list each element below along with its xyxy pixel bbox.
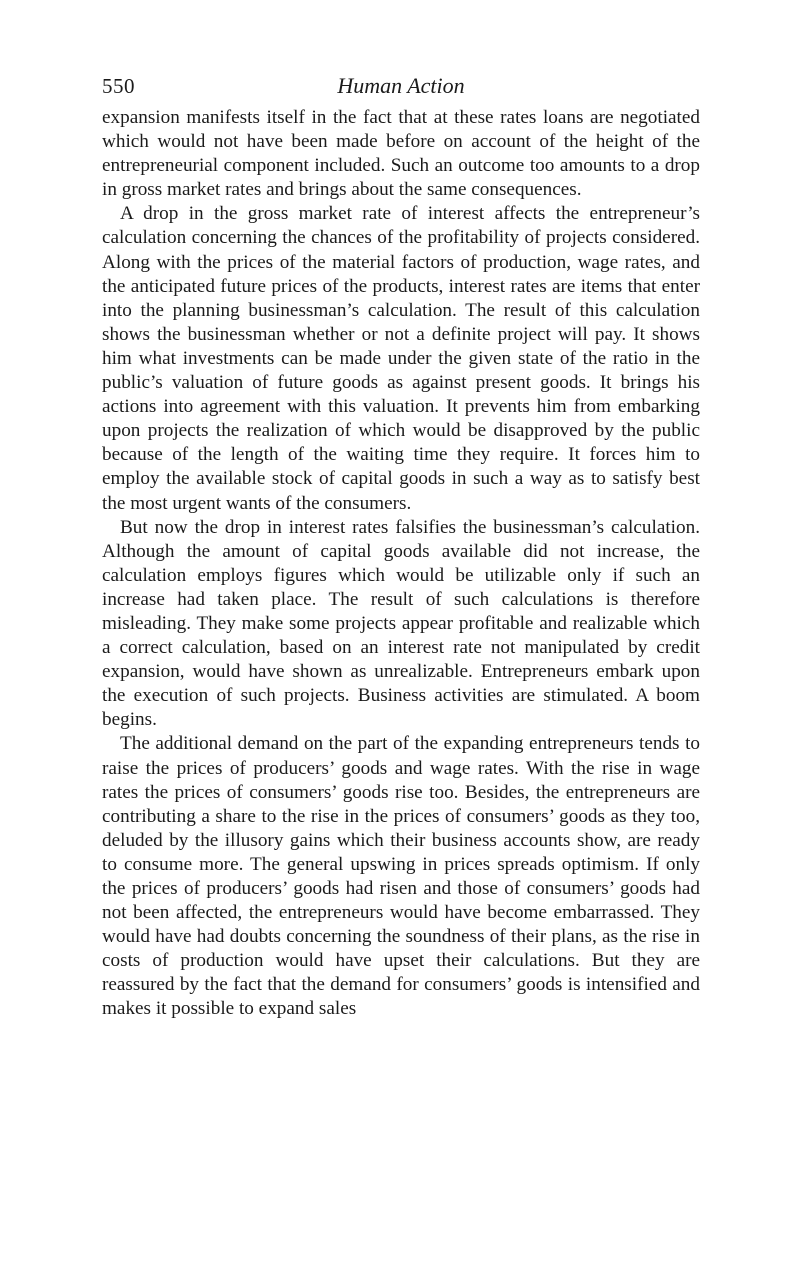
- body-text: [102, 106, 700, 1022]
- page-number: 550: [102, 74, 135, 98]
- book-title: Human Action: [337, 73, 465, 98]
- running-head: [102, 66, 700, 106]
- book-page: [102, 66, 700, 1022]
- paragraph-gross-market-rate: A drop in the gross market rate of interest affects the entrepreneur’s calculation concerning the chances of the profitability of projects considered. Along with the prices of the material factors of production, wage rates, and the anticipated future prices of the products, interest rates are items that enter into the planning businessman’s calculation. The result of this calculation shows the businessman whether or not a definite project will pay. It shows him what investments can be made under the given state of the ratio in the public’s valuation of future goods as against present goods. It brings his actions into agreement with this valuation. It prevents him from embarking upon projects the realization of which would be disapproved by the public because of the length of the waiting time they require. It forces him to employ the available stock of capital goods in such a way as to satisfy best the most urgent wants of the consumers.: [102, 203, 700, 514]
- paragraph-falsified-calculation: But now the drop in interest rates falsifies the businessman’s calculation. Although the amount of capital goods available did not increase, the calculation employs figures which would be utilizable only if such an increase had taken place. The result of such calculations is therefore misleading. They make some projects appear profitable and realizable which a correct calculation, based on an interest rate not manipulated by credit expansion, would have shown as unrealizable. Entrepreneurs embark upon the execution of such projects. Business activities are stimulated. A boom begins.: [102, 516, 700, 731]
- paragraph-continued: expansion manifests itself in the fact that at these rates loans are negotiated which would not have been made before on account of the height of the entrepreneurial component included. Such an outcome too amounts to a drop in gross market rates and brings about the same consequences.: [102, 107, 700, 201]
- paragraph-additional-demand: The additional demand on the part of the expanding entrepreneurs tends to raise the prices of producers’ goods and wage rates. With the rise in wage rates the prices of consumers’ goods rise too. Besides, the entrepreneurs are contributing a share to the rise in the prices of consumers’ goods as they too, deluded by the illusory gains which their business accounts show, are ready to consume more. The general upswing in prices spreads optimism. If only the prices of producers’ goods had risen and those of consumers’ goods had not been affected, the entrepreneurs would have become embarrassed. They would have had doubts concerning the soundness of their plans, as the rise in costs of production would have upset their calculations. But they are reassured by the fact that the demand for consumers’ goods is intensified and makes it possible to expand sales: [102, 733, 700, 1020]
